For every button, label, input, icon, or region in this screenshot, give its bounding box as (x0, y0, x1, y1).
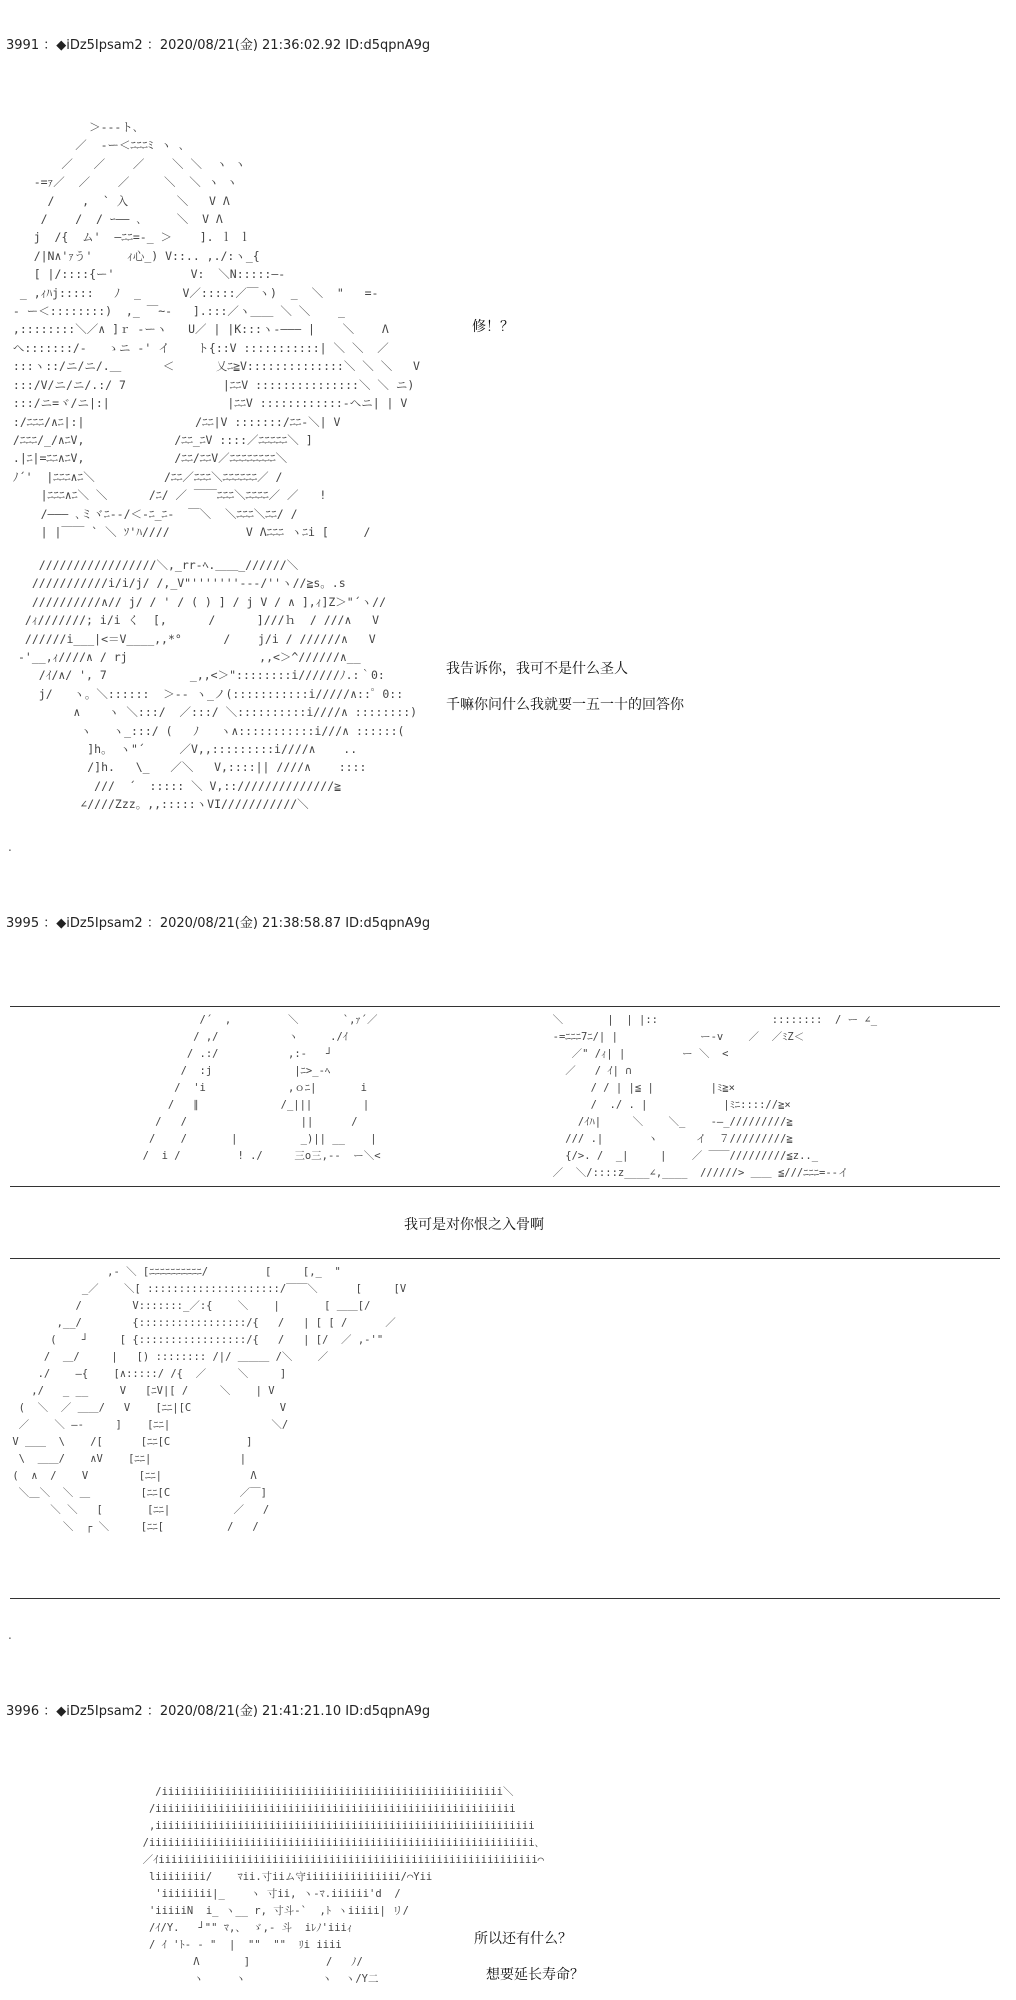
post-header: 3995 ：◆iDz5Ipsam2 ：2020/08/21(金) 21:38:58.87 ID:d5qpnA9g (6, 916, 431, 931)
hooded-figure-ascii-art: ＞-‐-ト､ ／ ‐ー＜ﾆﾆﾆﾐ ヽ ､ ／ ／ ／ ＼ ＼ ヽ ヽ ‐=ｧ／ ／ ／ ＼ ＼ ヽ ヽ / , ` 入 ＼ V Λ / / / ｰ―― ､ ＼ V Λ j /{ ム' ―ﾆﾆ=‐_ ＞ ]. ｌ ｌ /|N∧'ｧう' ｨ心_) V::.. ,./:ヽ_{ [ |/::::{ー' V: ＼N:::::―- _ ,ｨﾊj::::: ﾉ _ V／:::::／￣ヽ) _ ＼ " =- - ー＜::::::::) ,_ ￣~‐ ].:::／ヽ＿＿ ＼ ＼ _ ,::::::::＼／∧ ]ｒ ‐ーヽ U／ | |K:::ヽ‐――― | ＼ Λ へ:::::::/‐ ゝニ ‐' イ ト{::V :::::::::::| ＼ ＼ ／ :::ヽ::/ニ/ニ/.＿ ＜ 乂ﾆ≧V::::::::::::::＼ ＼ ＼ V :::/V/ニ/ニ/.:/ 7 |ﾆﾆV :::::::::::::::＼ ＼ ニ) :::/ニ=ヾ/ニ|:| |ﾆﾆV ::::::::::::-へニ| | V :/ﾆﾆﾆ/∧ﾆ|:| /ﾆﾆ|V :::::::/ﾆﾆ-＼| V /ﾆﾆﾆ/_/∧ﾆV, /ﾆﾆ_ﾆV ::::／ﾆﾆﾆﾆﾆ＼ ] .|ﾆ|=ﾆﾆ∧ﾆV, /ﾆﾆ/ﾆﾆV／ﾆﾆﾆﾆﾆﾆﾆﾆ＼ ﾉ´' |ﾆﾆﾆ∧ﾆ＼ /ﾆﾆ／ﾆﾆﾆ＼ﾆﾆﾆﾆﾆﾆ／ / |ﾆﾆﾆ∧ﾆ＼ ＼ /ﾆ/ ／ ￣￣ﾆﾆﾆ＼ﾆﾆﾆﾆ／ ／ ! /――― ､ミヾﾆ--/＜-ﾆ_ﾆ- ￣＼ ＼ﾆﾆﾆ＼ﾆﾆ/ / | |￣￣ ` ＼ ｿ'ﾊ//// V Λﾆﾆﾆ ヽﾆi [ / (12, 120, 420, 539)
separator-dot: . (8, 1628, 12, 1642)
post-header: 3991 ：◆iDz5Ipsam2 ：2020/08/21(金) 21:36:02.92 ID:d5qpnA9g (6, 38, 431, 53)
dialogue-line: 修！？ (472, 319, 514, 335)
hand-gesture-ascii-art: /´ , ＼ `,ｧ´／ / ,/ ヽ ./ｲ / .:/ ,:- ┘ / :j |ﾆ>_‐ﾍ / 'i ,ｏﾆ| i / ∥ /_||| | / / || / / / | _)|| __ | / i / ! ./ 三o三,‐‐ ー＼< (142, 1014, 381, 1162)
dialogue-line: 我可是对你恨之入骨啊 (404, 1217, 544, 1233)
grin-face-ascii-art: /////////////////＼,_rr-ﾍ.＿＿_//////＼ ///////////i/i/j/ /,_V"'''''''-‐-/''ヽ//≧s。.s //////////∧// j/ / ' / ( ) ] / j V / ∧ ],ｨ]Z＞"´ヽ// /ｨ///////; i/i く [, / ]///ｈ / ///∧ V //////i___|<＝V____,,*° / j/i / //////∧ V -'__,ｨ////∧ / rj ,,<＞^//////∧__ /ｲ/∧/ ', 7 _,,<＞"::::::::i//////ﾉ.:｀0: j/ ヽ。＼:::::: ＞-‐ ヽ_ノ(:::::::::::i/////∧::゜0:: ∧ ヽ ＼:::/ ／:::/ ＼::::::::::i////∧ ::::::::) ヽ ヽ_:::/ ( ﾉ ヽ∧:::::::::::i///∧ ::::::( ]h。 ヽ"´ ／V,,:::::::::i////∧ .. /]h. \_ ／＼ V,::::|| ////∧ :::: /// ´ ::::: ＼ V,:://////////////≧ ∠////Zzz。,,:::::ヽVI///////////＼ (18, 558, 418, 812)
dialogue-line: 千嘛你问什么我就要一五一十的回答你 (446, 697, 684, 713)
panel-border-top (10, 1258, 1000, 1259)
dialogue-line: 所以还有什么？ (474, 1931, 572, 1947)
wolf-face-ascii-art: /iiiiiiiiiiiiiiiiiiiiiiiiiiiiiiiiiiiiiiiiiiiiiiiiiiiiii＼ /iiiiiiiiiiiiiiiiiiiiiiiiiiiiiiiiiiiiiiiiiiiiiiiiiiiiiiiii ,iiiiiiiiiiiiiiiiiiiiiiiiiiiiiiiiiiiiiiiiiiiiiiiiiiiiiiiiiiii /iiiiiiiiiiiiiiiiiiiiiiiiiiiiiiiiiiiiiiiiiiiiiiiiiiiiiiiiiiiii､ ／ｲiiiiiiiiiiiiiiiiiiiiiiiiiiiiiiiiiiiiiiiiiiiiiiiiiiiiiiiiiiii⌒ liiiiiiii/ ﾏii.寸iiム守iiiiiiiiiiiiiii/⌒Yii 'iiiiiiii|_ ヽ 寸ii, ヽ‐ﾏ.iiiiii'd / 'iiiiiN i_ ヽ__ r, 寸斗‐` ,ﾄ ヽiiiii| リ/ /ｲ/Y. ┘"" ﾏ,、 ゞ,‐ 斗 iﾚﾉ'iiiｨ / ｲ 'ﾄ‐ ‐ " | "" "" ﾘi iiii Λ ] / ﾉ/ ヽ ヽ ヽ ヽ/Y二 (142, 1786, 545, 1985)
dialogue-line: 我告诉你，我可不是什么圣人 (446, 661, 628, 677)
hand-reach-ascii-art: ＼ | | |:: :::::::: / ー ∠_ ‐=ﾆﾆﾆ7ﾆ/| | ー‐v ／ ／ﾐZ＜ ／" /ｨ| | ー ＼ < ／ / ｲ| ∩ / / | |≦ | |ﾐ≧× / ./ . | |ﾐﾆ:::://≧× /ｲﾊ| ＼ ＼_ ‐―_/////////≧ /// .| ヽ イ ７/////////≧ {/>. / _| | ／ ￣￣/////////≦z.._ ／ ＼/::::z____∠,____ //////> ＿＿ ≦///ﾆﾆﾆ=-‐イ (552, 1014, 878, 1179)
panel-border-bottom (10, 1186, 1000, 1187)
panel-border-top (10, 1006, 1000, 1007)
post-header: 3996 ：◆iDz5Ipsam2 ：2020/08/21(金) 21:41:21.10 ID:d5qpnA9g (6, 1704, 431, 1719)
separator-dot: . (8, 840, 12, 854)
body-scene-ascii-art: ,‐ ＼ [ﾆﾆﾆﾆﾆﾆﾆﾆﾆﾆ/ [ [,_ " _／ ＼[ :::::::::::::::::::::/￣￣＼ [ [V / V:::::::_／:{ ＼ | [ ＿＿[/ ,__/ {:::::::::::::::::/{ / | [ [ / ／ ( ┘ [ {:::::::::::::::::/{ / | [/ ／ ,‐'" / ＿/ | [) :::::::: /|/ ＿＿＿ /＼ ／ ./ ―{ [∧:::::/ /{ ／ ＼ ] ,/ _ __ V [ﾆV|[ / ＼ | V ( ＼ ／ ＿＿/ V [ﾆﾆ|[C V ／ ＼ ―‐ ] [ﾆﾆ| ＼/ V ＿＿ \ /[ [ﾆﾆ[C ] \ ＿＿/ ∧V [ﾆﾆ| | ( ∧ / V [ﾆﾆ| Λ ＼＿＼ ＼ ＿ [ﾆﾆ[C ／￣] ＼ ＼ [ [ﾆﾆ| ／ / ＼ ┌ ＼ [ﾆﾆ[ / / (12, 1266, 407, 1533)
panel-border-bottom (10, 1598, 1000, 1599)
dialogue-line: 想要延长寿命？ (486, 1967, 584, 1983)
